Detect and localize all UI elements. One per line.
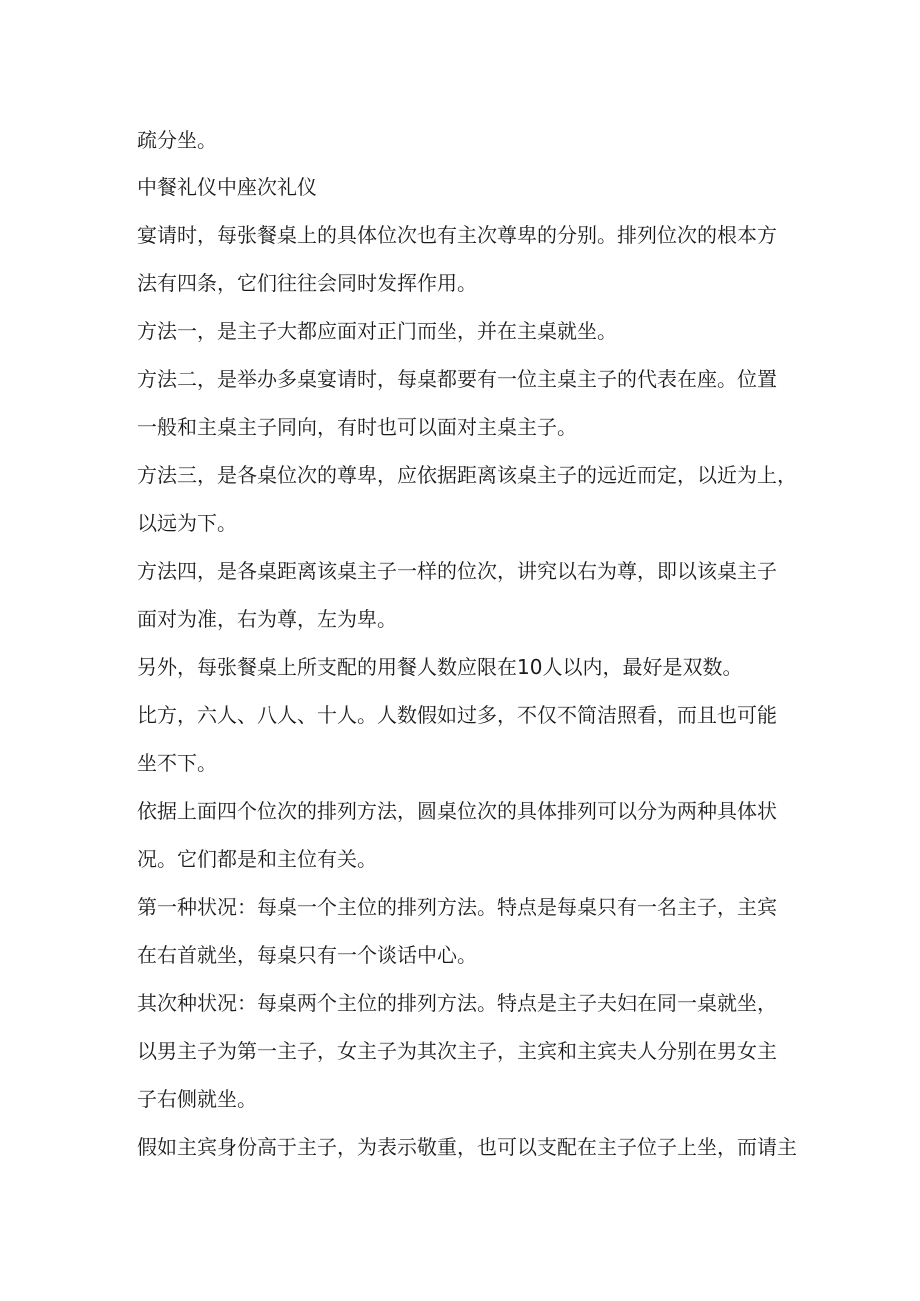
text-line: 在右首就坐，每桌只有一个谈话中心。 <box>137 943 477 967</box>
text-line: 以远为下。 <box>137 511 237 535</box>
text-line: 第一种状况：每桌一个主位的排列方法。特点是每桌只有一名主子，主宾 <box>137 895 777 919</box>
text-line: 方法二，是举办多桌宴请时，每桌都要有一位主桌主子的代表在座。位置 <box>137 367 777 391</box>
text-line: 以男主子为第一主子，女主子为其次主子，主宾和主宾夫人分别在男女主 <box>137 1039 777 1063</box>
text-line: 坐不下。 <box>137 751 217 775</box>
text-line: 方法一，是主子大都应面对正门而坐，并在主桌就坐。 <box>137 319 617 343</box>
text-line: 方法四，是各桌距离该桌主子一样的位次，讲究以右为尊，即以该桌主子 <box>137 559 777 583</box>
text-line: 宴请时，每张餐桌上的具体位次也有主次尊卑的分别。排列位次的根本方 <box>137 223 777 247</box>
text-line: 一般和主桌主子同向，有时也可以面对主桌主子。 <box>137 415 577 439</box>
text-line: 其次种状况：每桌两个主位的排列方法。特点是主子夫妇在同一桌就坐， <box>137 991 777 1015</box>
text-line: 方法三，是各桌位次的尊卑，应依据距离该桌主子的远近而定，以近为上， <box>137 463 797 487</box>
text-line: 另外，每张餐桌上所支配的用餐人数应限在10人以内，最好是双数。 <box>137 655 743 679</box>
text-line: 况。它们都是和主位有关。 <box>137 847 377 871</box>
text-line: 疏分坐。 <box>137 128 217 152</box>
text-line: 面对为准，右为尊，左为卑。 <box>137 607 397 631</box>
text-line: 子右侧就坐。 <box>137 1087 257 1111</box>
text-line: 比方，六人、八人、十人。人数假如过多，不仅不简洁照看，而且也可能 <box>137 703 777 727</box>
text-line: 假如主宾身份高于主子，为表示敬重，也可以支配在主子位子上坐，而请主 <box>137 1135 797 1159</box>
text-line: 法有四条，它们往往会同时发挥作用。 <box>137 271 477 295</box>
section-heading: 中餐礼仪中座次礼仪 <box>137 175 317 199</box>
text-line: 依据上面四个位次的排列方法，圆桌位次的具体排列可以分为两种具体状 <box>137 799 777 823</box>
